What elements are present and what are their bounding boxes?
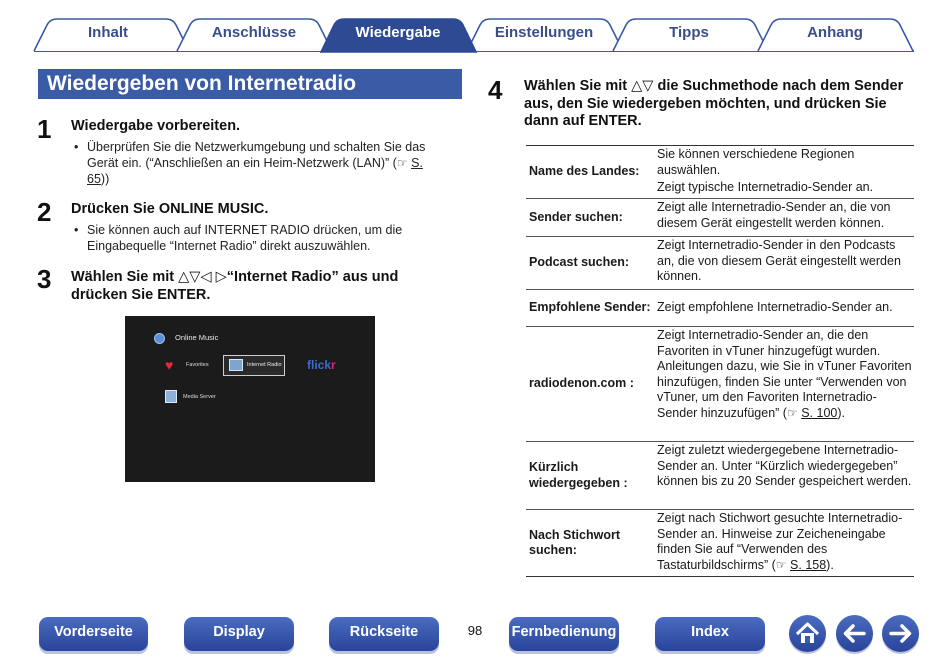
screen-title: Online Music [175, 333, 219, 342]
step-1-bullet [71, 139, 446, 187]
step-3-number: 3 [37, 264, 52, 294]
page-link-100[interactable]: S. 100 [801, 405, 838, 420]
forward-button[interactable] [882, 615, 919, 652]
table-row [526, 290, 914, 327]
step-1-bullet-tail: )) [100, 172, 110, 186]
flickr-logo-part-2: r [331, 358, 336, 372]
table-key: Empfohlene Sender: [529, 300, 651, 315]
online-music-screen [125, 316, 375, 482]
tab-tipps[interactable]: Tipps [669, 24, 709, 41]
table-row [526, 442, 914, 510]
table-value [654, 510, 914, 576]
table-key: Sender suchen: [529, 209, 623, 224]
table-row [526, 199, 914, 237]
table-row [526, 510, 914, 577]
table-value-text: Zeigt nach Stichwort gesuchte Internetradio-Sender an. Hinweise zur Zeicheneingabe finden Sie auf “Verwenden des Tastaturbildschirms” ( [657, 511, 903, 572]
table-value [654, 146, 914, 198]
table-value-line: Sie können verschiedene Regionen auswählen. [657, 147, 855, 177]
nav-button-index[interactable]: Index [655, 617, 765, 651]
flickr-logo [307, 358, 336, 372]
step-1-number: 1 [37, 114, 52, 144]
tab-anhang[interactable]: Anhang [807, 24, 863, 41]
nav-button-rueckseite[interactable]: Rückseite [329, 617, 439, 651]
search-method-table [526, 145, 914, 577]
step-1-heading: Wiedergabe vorbereiten. [71, 118, 241, 134]
tab-anschluesse[interactable]: Anschlüsse [211, 24, 297, 41]
table-row [526, 327, 914, 442]
table-row [526, 237, 914, 290]
arrow-right-icon [882, 615, 919, 652]
step-3-heading-line-2: drücken Sie ENTER. [71, 287, 211, 303]
hand-pointer-icon: ☞ [396, 156, 408, 170]
globe-icon [154, 333, 165, 344]
table-value: Zeigt empfohlene Internetradio-Sender an. [657, 300, 893, 315]
radio-icon [229, 359, 243, 371]
menu-item-favorites: Favorites [186, 362, 209, 368]
table-key: Kürzlich wiedergegeben : [529, 460, 628, 490]
step-2-number: 2 [37, 197, 52, 227]
table-value: Zeigt zuletzt wiedergegebene Internetradio-Sender an. Unter “Kürzlich wiedergegeben” können bis zu 20 Sender gespeichert werden. [657, 443, 912, 489]
table-value [654, 327, 914, 441]
page-link-65[interactable]: S. 65 [87, 156, 423, 186]
table-key: Podcast suchen: [529, 255, 630, 270]
table-key: radiodenon.com : [529, 376, 634, 391]
section-title: Wiedergeben von Internetradio [38, 69, 462, 99]
step-3-heading-line-1: Wählen Sie mit △▽◁ ▷“Internet Radio” aus und [71, 269, 399, 285]
nav-button-vorderseite[interactable]: Vorderseite [39, 617, 148, 651]
page-link-158[interactable]: S. 158 [790, 557, 827, 572]
table-value: Zeigt alle Internetradio-Sender an, die von diesem Gerät eingestellt werden können. [657, 200, 891, 230]
nav-button-fernbedienung[interactable]: Fernbedienung [509, 617, 619, 651]
table-value-text: Zeigt Internetradio-Sender an, die den Favoriten in vTuner hinzugefügt wurden. Anleitungen dazu, wie Sie in vTuner Favoriten hinzufügen, finden Sie unter “Verwenden von vTuner, um den Favoriten Internetradio-Sender hinzuzufügen” ( [657, 328, 912, 420]
tab-bar [0, 0, 950, 56]
page-number: 98 [467, 623, 483, 638]
flickr-logo-part-1: flick [307, 358, 332, 372]
heart-icon: ♥ [165, 357, 174, 373]
step-1-bullet-text: Überprüfen Sie die Netzwerkumgebung und schalten Sie das Gerät ein. (“Anschließen an ein Heim-Netzwerk (LAN)” ( [87, 140, 426, 170]
hand-pointer-icon: ☞ [775, 557, 787, 572]
media-server-icon [165, 390, 177, 403]
table-key: Nach Stichwort suchen: [529, 527, 620, 557]
table-value-line: Zeigt typische Internetradio-Sender an. [657, 180, 874, 195]
tab-wiedergabe[interactable]: Wiedergabe [355, 24, 441, 41]
nav-button-display[interactable]: Display [184, 617, 294, 651]
menu-item-internet-radio: Internet Radio [247, 362, 282, 368]
arrow-left-icon [836, 615, 873, 652]
step-4-heading: Wählen Sie mit △▽ die Suchmethode nach dem Sender aus, den Sie wiedergeben möchten, und drücken Sie dann auf ENTER. [524, 78, 904, 129]
table-value-tail: ). [837, 405, 845, 420]
step-2-heading: Drücken Sie ONLINE MUSIC. [71, 201, 269, 217]
table-value-tail: ). [826, 557, 834, 572]
menu-item-media-server: Media Server [183, 394, 216, 400]
back-button[interactable] [836, 615, 873, 652]
home-button[interactable] [789, 615, 826, 652]
step-2-bullet: • Sie können auch auf INTERNET RADIO drücken, um die Eingabequelle “Internet Radio” direkt auszuwählen. [71, 222, 441, 254]
hand-pointer-icon: ☞ [786, 405, 798, 420]
table-key: Name des Landes: [529, 164, 640, 179]
home-icon [789, 615, 826, 652]
tab-inhalt[interactable]: Inhalt [88, 24, 128, 41]
table-value: Zeigt Internetradio-Sender in den Podcasts an, die von diesem Gerät eingestellt werden können. [657, 238, 901, 284]
tab-einstellungen[interactable]: Einstellungen [494, 24, 594, 41]
table-row [526, 146, 914, 199]
step-4-number: 4 [488, 75, 503, 105]
